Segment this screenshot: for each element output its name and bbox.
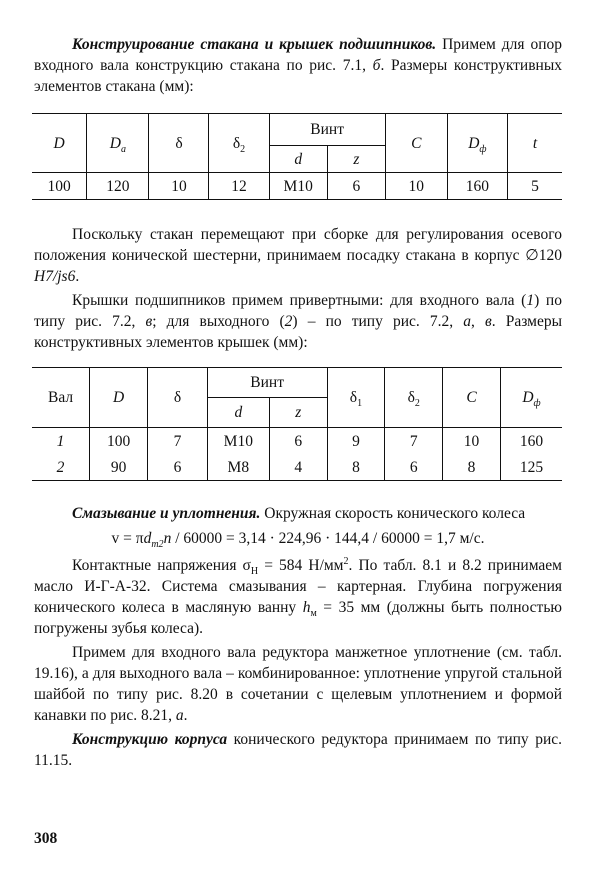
paragraph-glass-fit: Поскольку стакан перемещают при сборке для регулирования осевого положения конической шестерни, принимаем посадку стакана в корпус ∅120 H7/js6. (34, 226, 562, 285)
velocity-formula: $v = \pi d_{m2}n / 60000 = 3,14 \cdot 224,96 \cdot 144,4 / 60000 = 1,7$ м/с. (111, 530, 485, 551)
table-header-row: D $D_a$ δ $\delta_2$ Винт C $D_ф$ t (32, 114, 562, 146)
paragraph-contact-stress: Контактные напряжения $\sigma_H = 584$ $Н/мм^2$. По табл. 8.1 и 8.2 принимаем масло И-Г-А-32. Система смазывания – картерная. Глубина погружения конического колеса в масляную ванну $h_м = 35$ мм (должны быть полностью погружены зубья колеса). (34, 555, 562, 637)
page-content (34, 34, 562, 771)
paragraph-lubrication: Смазывание и уплотнения. Окружная скорость конического колеса (72, 505, 526, 522)
paragraph-housing: Конструкцию корпуса конического редуктора принимаем по типу рис. 11.15. (34, 731, 562, 769)
paragraph-bearing-covers: Крышки подшипников примем привертными: для входного вала (1) по типу рис. 7.2, в; для выходного (2) – по типу рис. 7.2, а, в. Размеры конструктивных элементов крышек (мм): (34, 292, 562, 351)
paragraph-seals: Примем для входного вала редуктора манжетное уплотнение (см. табл. 19.16), а для выходного вала – комбинированное: уплотнение упругой стальной шайбой по типу рис. 8.20 в сочетании с щелевым уплотнением и формой канавки по рис. 8.21, а. (34, 644, 562, 724)
section-heading-lubrication: Смазывание и уплотнения. (72, 505, 261, 522)
section-heading-bearing-glass: Конструирование стакана и крышек подшипников. (72, 36, 437, 53)
page-number: 308 (34, 830, 58, 847)
table-row: 100 120 10 12 М10 6 10 160 5 (32, 173, 562, 200)
glass-dimensions-table: D $D_a$ δ $\delta_2$ Винт C $D_ф$ t d z 100 120 10 12 М10 6 10 160 5 (32, 113, 562, 200)
paragraph-glass-design: Конструирование стакана и крышек подшипников. Примем для опор входного вала конструкцию стакана по рис. 7.1, б. Размеры конструктивных элементов стакана (мм): (34, 36, 562, 95)
table-header-row: Вал D δ Винт $\delta_1$ $\delta_2$ C $D_ф$ (32, 368, 562, 398)
table-row: 2 90 6 М8 4 8 6 8 125 (32, 454, 562, 481)
table-row: 1 100 7 М10 6 9 7 10 160 (32, 428, 562, 455)
section-heading-housing: Конструкцию корпуса (72, 731, 228, 748)
cover-dimensions-table: Вал D δ Винт $\delta_1$ $\delta_2$ C $D_ф$ d z 1 100 7 М10 6 9 7 10 160 2 90 6 М8 4 8 6 8 125 (32, 367, 562, 481)
